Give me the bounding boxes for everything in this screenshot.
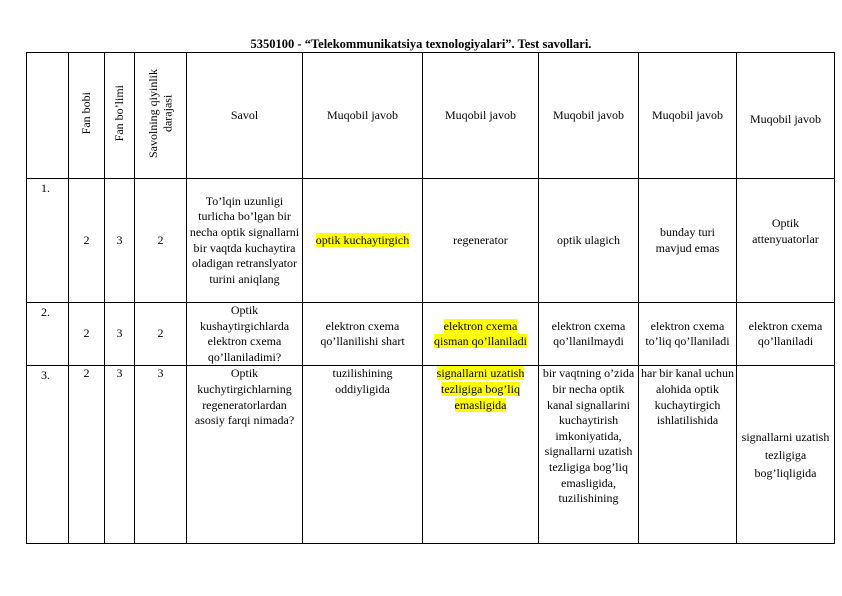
cell-javob-2 (423, 366, 539, 544)
cell-savol: To’lqin uzunligi turlicha bo’lgan bir necha optik signallarni bir vaqtda kuchaytira oladigan retranslyator turini aniqlang (187, 179, 303, 303)
cell-javob-3: elektron cxema qo’llanilmaydi (539, 303, 639, 366)
table-row (27, 303, 835, 366)
test-questions-table (26, 52, 835, 544)
cell-javob-4: har bir kanal uchun alohida optik kuchaytirgich ishlatilishida (639, 366, 737, 544)
cell-qiyinlik: 2 (135, 179, 187, 303)
cell-javob-4: bunday turi mavjud emas (639, 179, 737, 303)
cell-fan-bobi: 2 (69, 303, 105, 366)
cell-javob-1 (303, 179, 423, 303)
correct-answer-highlight: signallarni uzatish tezligiga bog’liq emasligida (436, 366, 525, 412)
cell-savol: Optik kushaytirgichlarda elektron cxema qo’llaniladimi? (187, 303, 303, 366)
cell-javob-5: elektron cxema qo’llaniladi (737, 303, 835, 366)
cell-javob-5: signallarni uzatish tezligiga bog’liqligida (737, 366, 835, 544)
row-number: 2. (27, 303, 69, 366)
cell-fan-bolimi: 3 (105, 366, 135, 544)
header-javob-2: Muqobil javob (423, 53, 539, 179)
cell-fan-bobi: 2 (69, 179, 105, 303)
header-javob-4: Muqobil javob (639, 53, 737, 179)
row-number: 1. (27, 179, 69, 303)
table-row (27, 179, 835, 303)
page-title: 5350100 - “Telekommunikatsiya texnologiyalari”. Test savollari. (250, 37, 592, 51)
cell-javob-1: tuzilishining oddiyligida (303, 366, 423, 544)
header-javob-5: Muqobil javob (737, 53, 835, 179)
cell-savol: Optik kuchytirgichlarning regeneratorlardan asosiy farqi nimada? (187, 366, 303, 544)
cell-javob-2: regenerator (423, 179, 539, 303)
header-qiyinlik: Savolning qiyinlik darajasi (135, 53, 187, 179)
cell-fan-bolimi: 3 (105, 303, 135, 366)
row-number: 3. (27, 366, 69, 544)
cell-javob-1: elektron cxema qo’llanilishi shart (303, 303, 423, 366)
correct-answer-highlight: elektron cxema qisman qo’llaniladi (434, 318, 527, 349)
table-row (27, 366, 835, 544)
cell-javob-5: Optik attenyuatorlar (737, 179, 835, 303)
cell-javob-4: elektron cxema to’liq qo’llaniladi (639, 303, 737, 366)
header-javob-1: Muqobil javob (303, 53, 423, 179)
cell-javob-3: bir vaqtning o’zida bir necha optik kanal signallarini kuchaytirish imkoniyatida, signallarni uzatish tezligiga bog’liq emasligida, tuzilishining (539, 366, 639, 544)
cell-fan-bolimi: 3 (105, 179, 135, 303)
cell-qiyinlik: 2 (135, 303, 187, 366)
correct-answer-highlight: optik kuchaytirgich (315, 232, 410, 247)
cell-qiyinlik: 3 (135, 366, 187, 544)
header-fan-bobi: Fan bobi (69, 53, 105, 179)
header-savol: Savol (187, 53, 303, 179)
header-blank (27, 53, 69, 179)
cell-fan-bobi: 2 (69, 366, 105, 544)
header-javob-3: Muqobil javob (539, 53, 639, 179)
cell-javob-2 (423, 303, 539, 366)
header-row (27, 53, 835, 179)
cell-javob-3: optik ulagich (539, 179, 639, 303)
header-fan-bolimi: Fan bo’limi (105, 53, 135, 179)
